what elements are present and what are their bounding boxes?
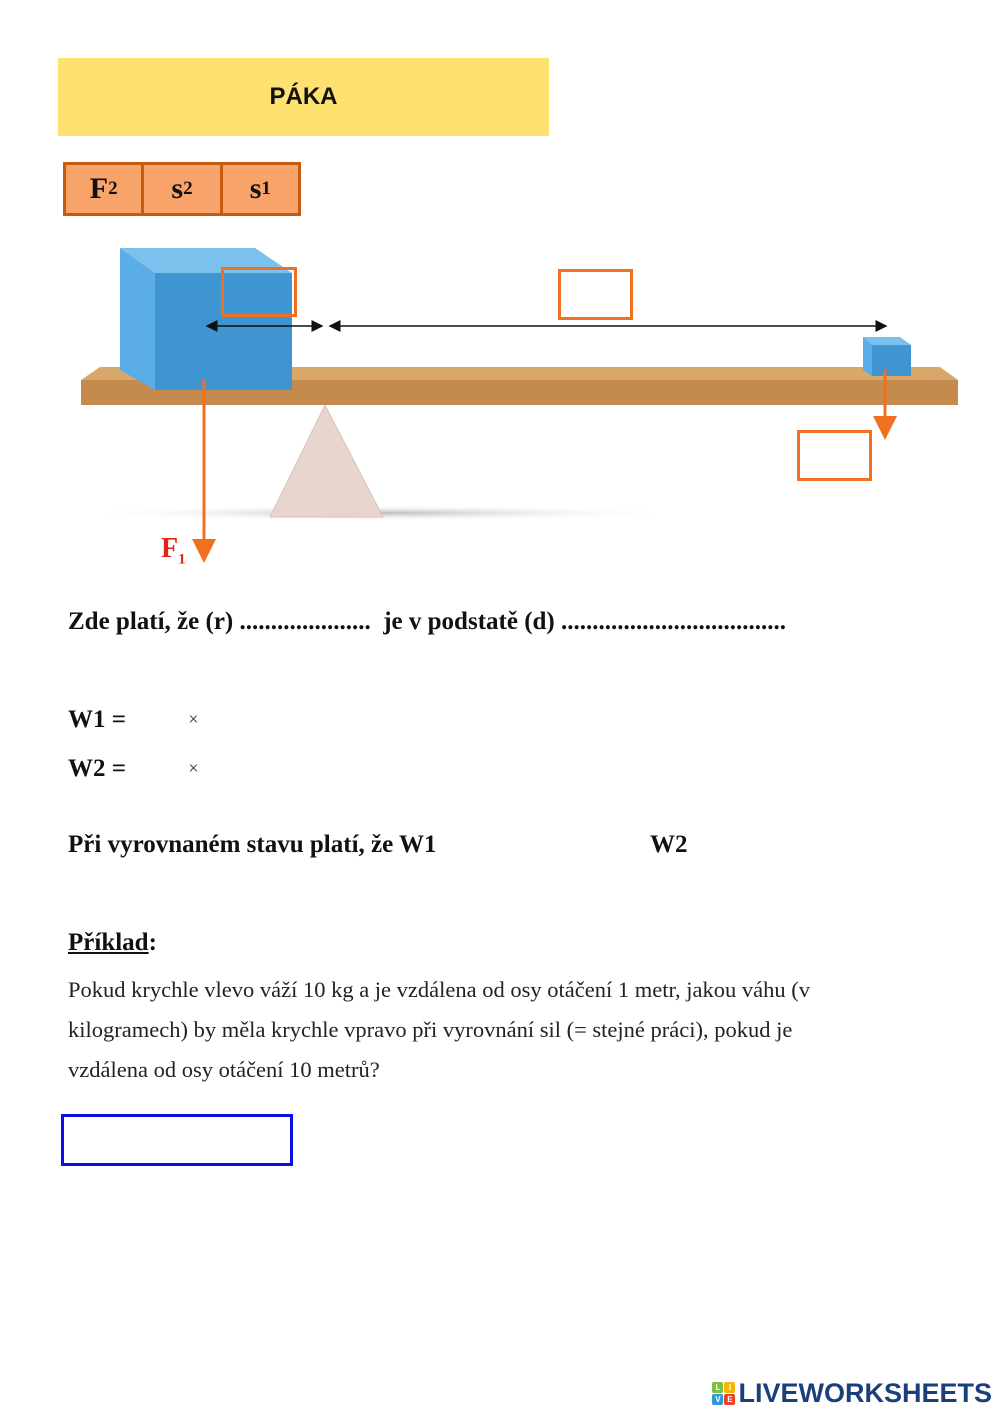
logo-letter: L [712,1382,723,1393]
draggable-labels [63,162,301,216]
label-sub: 1 [261,178,271,199]
drop-zone-s1[interactable] [221,267,297,317]
times-symbol: × [188,712,199,727]
logo-letter: V [712,1394,723,1405]
small-cube [872,345,911,376]
times-symbol: × [188,761,199,776]
w2-label: W2 = [68,755,126,782]
example-heading [68,929,157,957]
logo-letter: E [724,1394,735,1405]
logo-icon [712,1382,735,1405]
force-label-main: F [161,533,179,564]
force-label-sub: 1 [178,551,186,568]
label-f2[interactable] [66,165,141,213]
fulcrum [270,405,383,517]
logo-letter: I [724,1382,735,1393]
title-banner [58,58,549,136]
label-sub: 2 [108,178,118,199]
lever-diagram [0,230,1000,580]
label-main: F [89,172,109,205]
liveworksheets-logo [712,1378,992,1409]
equilibrium-w2: W2 [650,831,688,858]
example-colon: : [148,929,157,956]
force-label-f1 [161,533,186,569]
equilibrium-text: Při vyrovnaném stavu platí, že W1 [68,831,437,858]
logo-text: LIVEWORKSHEETS [738,1378,992,1408]
drop-zone-s2[interactable] [558,269,633,320]
label-s1[interactable] [223,165,298,213]
answer-input[interactable] [61,1114,293,1166]
example-line: Pokud krychle vlevo váží 10 kg a je vzdálena od osy otáčení 1 metr, jakou váhu (v [68,977,811,1002]
statement-rule: Zde platí, že (r) ..................... je v podstatě (d) .................................... [68,608,786,635]
example-line: vzdálena od osy otáčení 10 metrů? [68,1057,380,1082]
big-cube-side [120,248,155,390]
example-line: kilogramech) by měla krychle vpravo při vyrovnání sil (= stejné práci), pokud je [68,1017,793,1042]
label-main: s [249,172,262,205]
example-heading-text: Příklad [68,929,149,956]
drop-zone-f2[interactable] [797,430,872,481]
label-main: s [171,172,184,205]
label-s2[interactable] [144,165,219,213]
label-sub: 2 [183,178,193,199]
title: PÁKA [269,83,338,110]
w1-label: W1 = [68,706,126,733]
